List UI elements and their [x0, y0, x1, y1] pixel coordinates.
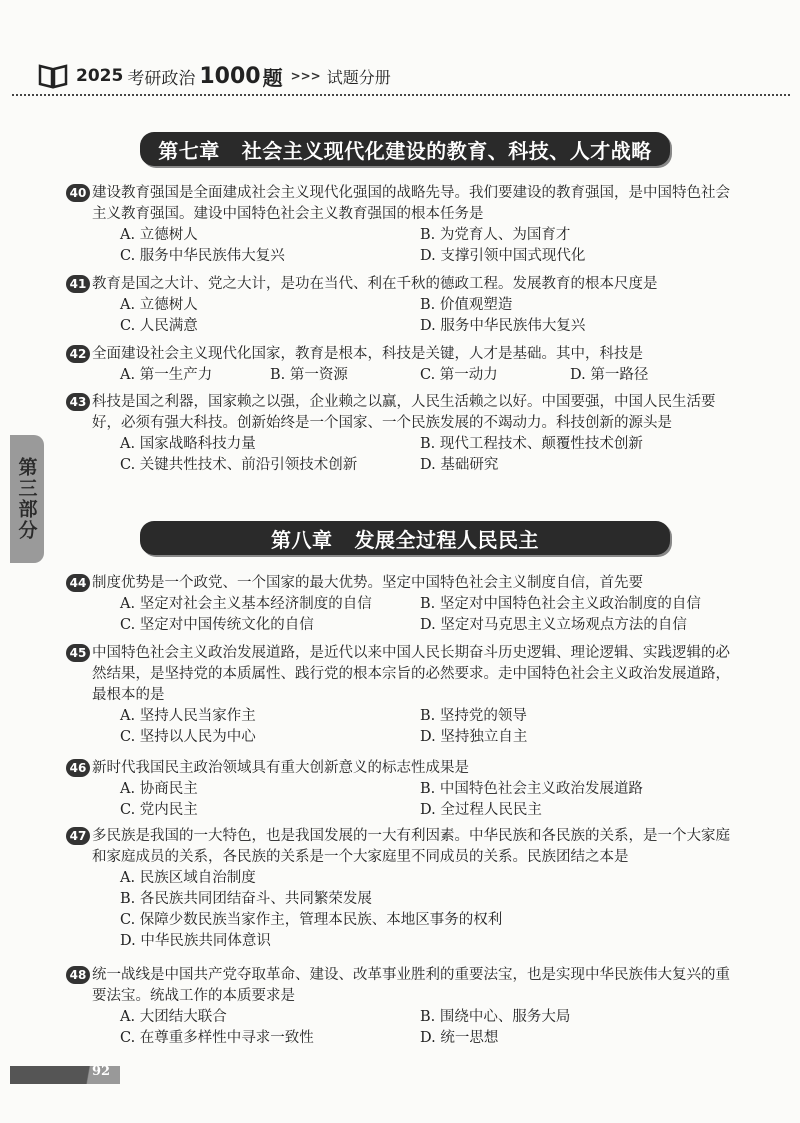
option: A. 大团结大联合 — [120, 1009, 227, 1025]
option: C. 党内民主 — [120, 802, 198, 818]
question-options — [92, 295, 732, 337]
question-stem: 多民族是我国的一大特色，也是我国发展的一大有利因素。中华民族和各民族的关系，是一个大家庭和家庭成员的关系，各民族的关系是一个大家庭里不同成员的关系。民族团结之本是 — [92, 828, 730, 865]
chapter-title: 社会主义现代化建设的教育、科技、人才战略 — [241, 138, 652, 163]
question-number: 47 — [66, 827, 90, 845]
option: B. 第一资源 — [270, 367, 348, 383]
option: B. 现代工程技术、颠覆性技术创新 — [420, 436, 643, 452]
question-number: 40 — [66, 184, 90, 202]
header-ti: 题 — [262, 65, 283, 90]
question-number: 45 — [66, 644, 90, 662]
option: D. 坚定对马克思主义立场观点方法的自信 — [420, 617, 687, 633]
option: D. 支撑引领中国式现代化 — [420, 248, 586, 264]
header-count: 1000 — [199, 63, 261, 89]
option: B. 各民族共同团结奋斗、共同繁荣发展 — [120, 891, 372, 907]
option: D. 第一路径 — [570, 367, 649, 383]
question-options — [92, 365, 732, 386]
option: C. 坚定对中国传统文化的自信 — [120, 617, 314, 633]
option: D. 中华民族共同体意识 — [120, 933, 271, 949]
option: C. 服务中华民族伟大复兴 — [120, 248, 285, 264]
question-options — [92, 706, 732, 748]
question — [69, 643, 732, 748]
question-options — [92, 868, 732, 952]
option: B. 围绕中心、服务大局 — [420, 1009, 571, 1025]
question — [69, 758, 732, 821]
book-icon — [38, 63, 68, 89]
option: A. 国家战略科技力量 — [120, 436, 256, 452]
question — [69, 826, 732, 952]
option: D. 坚持独立自主 — [420, 729, 528, 745]
part-side-tab — [10, 435, 44, 563]
question-stem: 全面建设社会主义现代化国家，教育是根本，科技是关键，人才是基础。其中，科技是 — [92, 346, 643, 362]
question-number: 41 — [66, 275, 90, 293]
page-header — [38, 60, 391, 92]
question-options — [92, 225, 732, 267]
option: C. 人民满意 — [120, 318, 198, 334]
option: A. 坚定对社会主义基本经济制度的自信 — [120, 596, 372, 612]
option: A. 立德树人 — [120, 297, 198, 313]
option: A. 民族区域自治制度 — [120, 870, 256, 886]
option: D. 服务中华民族伟大复兴 — [420, 318, 586, 334]
question-options — [92, 434, 732, 476]
option: D. 统一思想 — [420, 1030, 499, 1046]
page-number: 92 — [92, 1064, 111, 1079]
option: A. 立德树人 — [120, 227, 198, 243]
option: C. 坚持以人民为中心 — [120, 729, 256, 745]
question-stem: 科技是国之利器，国家赖之以强，企业赖之以赢，人民生活赖之以好。中国要强，中国人民生活要好，必须有强大科技。创新始终是一个国家、一个民族发展的不竭动力。科技创新的源头是 — [92, 394, 716, 431]
option: C. 在尊重多样性中寻求一致性 — [120, 1030, 314, 1046]
chapter-banner — [140, 521, 670, 555]
option: B. 坚定对中国特色社会主义政治制度的自信 — [420, 596, 701, 612]
question-number: 42 — [66, 345, 90, 363]
question-number: 46 — [66, 759, 90, 777]
question-number: 43 — [66, 393, 90, 411]
question-stem: 中国特色社会主义政治发展道路，是近代以来中国人民长期奋斗历史逻辑、理论逻辑、实践逻辑的必然结果，是坚持党的本质属性、践行党的根本宗旨的必然要求。走中国特色社会主义政治发展道路，最根本的是 — [92, 645, 730, 703]
question-stem: 建设教育强国是全面建成社会主义现代化强国的战略先导。我们要建设的教育强国，是中国特色社会主义教育强国。建设中国特色社会主义教育强国的根本任务是 — [92, 185, 730, 222]
option: A. 第一生产力 — [120, 367, 213, 383]
option: A. 协商民主 — [120, 781, 198, 797]
option: C. 第一动力 — [420, 367, 498, 383]
question — [69, 183, 732, 267]
question-number: 48 — [66, 966, 90, 984]
chapter-number: 第八章 — [271, 527, 333, 552]
question-stem: 教育是国之大计、党之大计，是功在当代、利在千秋的德政工程。发展教育的根本尺度是 — [92, 276, 658, 292]
option: D. 全过程人民民主 — [420, 802, 542, 818]
question-options — [92, 594, 732, 636]
header-section: 试题分册 — [326, 67, 391, 87]
option: B. 中国特色社会主义政治发展道路 — [420, 781, 643, 797]
option: D. 基础研究 — [420, 457, 499, 473]
header-divider — [12, 94, 790, 96]
option: C. 保障少数民族当家作主，管理本民族、本地区事务的权利 — [120, 912, 503, 928]
question — [69, 965, 732, 1049]
header-arrows: >>> — [290, 69, 321, 83]
question — [69, 274, 732, 337]
chapter-title: 发展全过程人民民主 — [354, 527, 539, 552]
header-subject: 考研政治 — [127, 68, 196, 89]
question — [69, 392, 732, 476]
header-year: 2025 — [76, 66, 124, 86]
question-options — [92, 779, 732, 821]
chapter-banner — [140, 132, 670, 166]
question — [69, 573, 732, 636]
option: B. 价值观塑造 — [420, 297, 513, 313]
question-number: 44 — [66, 574, 90, 592]
question-stem: 新时代我国民主政治领域具有重大创新意义的标志性成果是 — [92, 760, 469, 776]
option: A. 坚持人民当家作主 — [120, 708, 256, 724]
chapter-number: 第七章 — [158, 138, 220, 163]
question — [69, 344, 732, 386]
option: C. 关键共性技术、前沿引领技术创新 — [120, 457, 358, 473]
option: B. 为党育人、为国育才 — [420, 227, 571, 243]
part-side-tab-label: 第三部分 — [15, 457, 38, 541]
question-stem: 制度优势是一个政党、一个国家的最大优势。坚定中国特色社会主义制度自信，首先要 — [92, 575, 643, 591]
question-options — [92, 1007, 732, 1049]
option: B. 坚持党的领导 — [420, 708, 527, 724]
question-stem: 统一战线是中国共产党夺取革命、建设、改革事业胜利的重要法宝，也是实现中华民族伟大复兴的重要法宝。统战工作的本质要求是 — [92, 967, 730, 1004]
